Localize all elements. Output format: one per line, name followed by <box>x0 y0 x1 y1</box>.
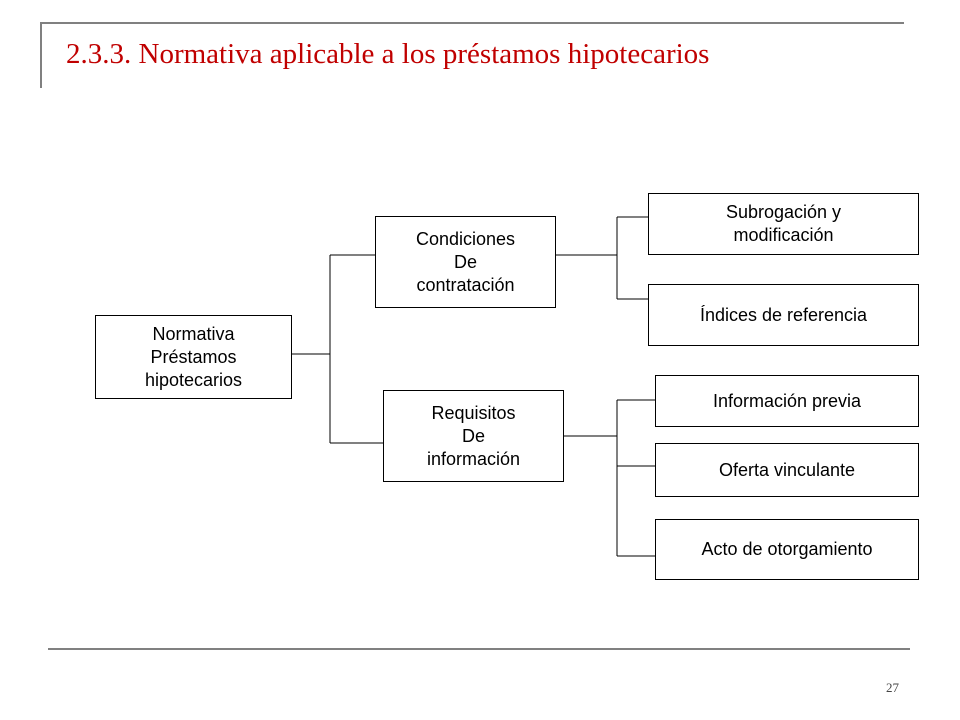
node-indices: Índices de referencia <box>648 284 919 346</box>
slide-title: 2.3.3. Normativa aplicable a los préstamos hipotecarios <box>66 38 710 70</box>
node-acto: Acto de otorgamiento <box>655 519 919 580</box>
node-requisitos: Requisitos De información <box>383 390 564 482</box>
page-number: 27 <box>886 680 899 695</box>
node-root: Normativa Préstamos hipotecarios <box>95 315 292 399</box>
node-informacion-previa: Información previa <box>655 375 919 427</box>
node-subrogacion: Subrogación y modificación <box>648 193 919 255</box>
node-condiciones: Condiciones De contratación <box>375 216 556 308</box>
node-oferta: Oferta vinculante <box>655 443 919 497</box>
